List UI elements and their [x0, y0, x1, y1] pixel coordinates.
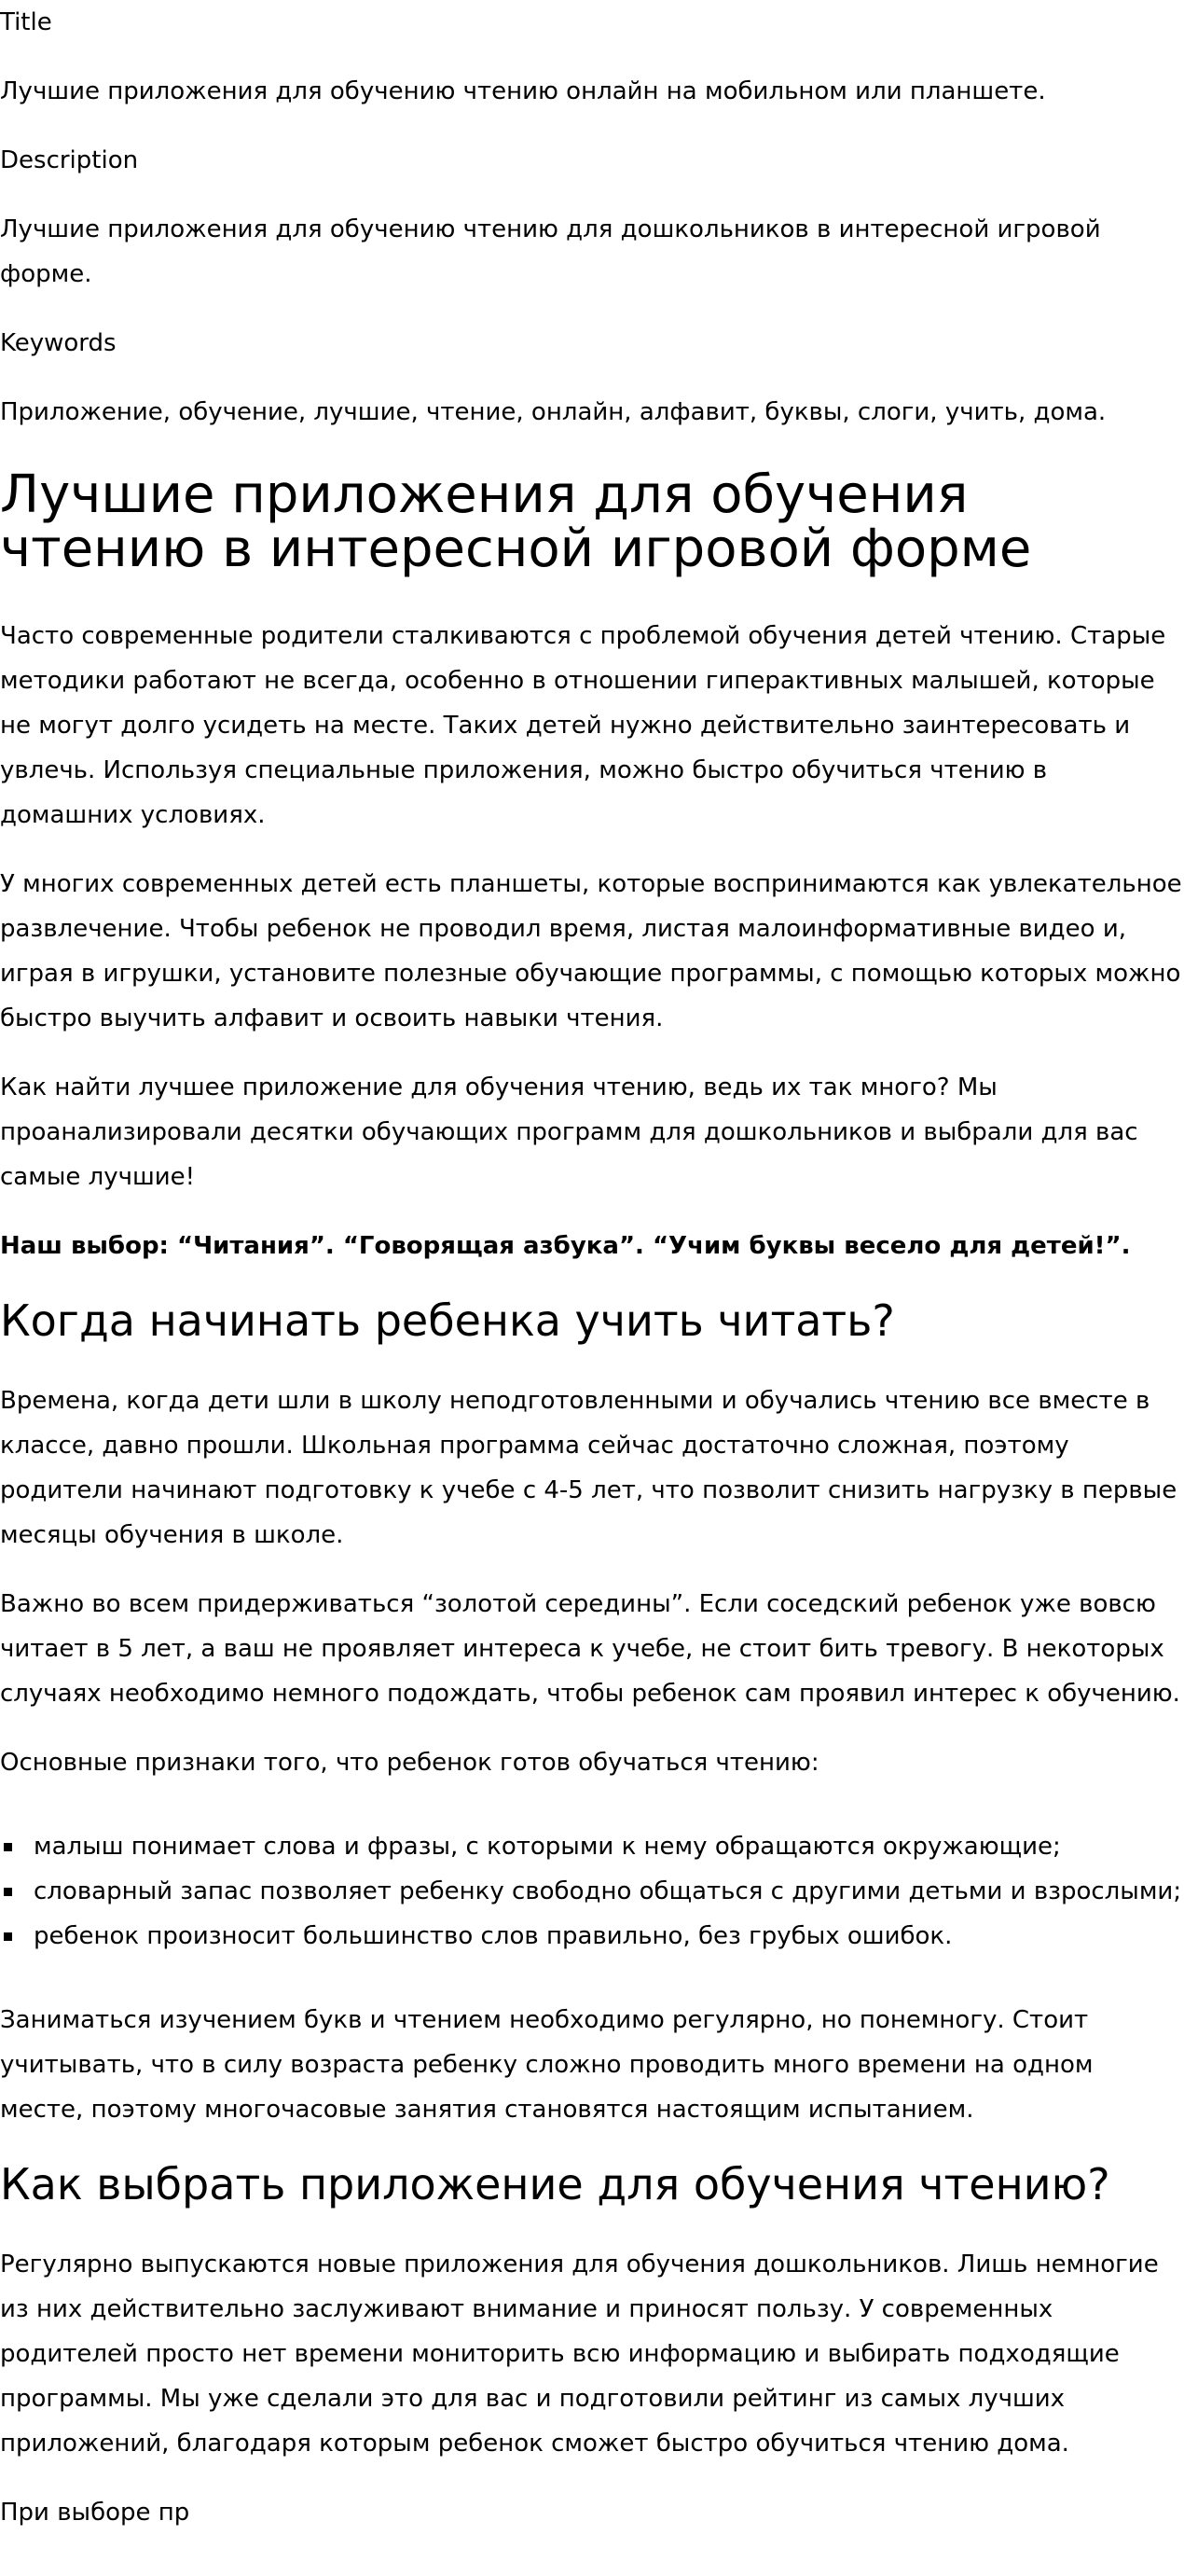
- list-item-text: малыш понимает слова и фразы, с которыми к нему обращаются окружающие;: [34, 1833, 1061, 1861]
- section-choose-paragraph: Регулярно выпускаются новые приложения для обучения дошкольников. Лишь немногие из них действительно заслуживают внимание и приносят пользу. У современных родителей просто нет времени мониторить всю информацию и выбирать подходящие программы. Мы уже сделали это для вас и подготовили рейтинг из самых лучших приложений, благодаря которым ребенок сможет быстро обучиться чтению дома.: [0, 2251, 1159, 2458]
- meta-title-label: Title: [0, 8, 52, 36]
- intro-paragraph-1: Часто современные родители сталкиваются с проблемой обучения детей чтению. Старые методики работают не всегда, особенно в отношении гиперактивных малышей, которые не могут долго усидеть на месте. Таких детей нужно действительно заинтересовать и увлечь. Используя специальные приложения, можно быстро обучиться чтению в домашних условиях.: [0, 622, 1166, 829]
- meta-description-value: Лучшие приложения для обучению чтению для дошкольников в интересной игровой форме.: [0, 215, 1101, 288]
- section-choose-truncated: При выборе пр: [0, 2499, 190, 2527]
- meta-keywords-label: Keywords: [0, 329, 117, 357]
- readiness-signs-list: [0, 1824, 1184, 1959]
- article-heading: Лучшие приложения для обучения чтению в интересной игровой форме: [0, 464, 1032, 579]
- meta-keywords-value: Приложение, обучение, лучшие, чтение, онлайн, алфавит, буквы, слоги, учить, дома.: [0, 398, 1107, 426]
- meta-description-label: Description: [0, 146, 139, 174]
- list-item-text: ребенок произносит большинство слов правильно, без грубых ошибок.: [34, 1922, 953, 1950]
- list-item: [0, 1869, 1184, 1914]
- section-when-paragraph-2: Важно во всем придерживаться “золотой середины”. Если соседский ребенок уже вовсю читает в 5 лет, а ваш не проявляет интереса к учебе, не стоит бить тревогу. В некоторых случаях необходимо немного подождать, чтобы ребенок сам проявил интерес к обучению.: [0, 1590, 1180, 1708]
- section-choose-heading: Как выбрать приложение для обучения чтению?: [0, 2159, 1110, 2209]
- list-item: [0, 1824, 1184, 1869]
- section-when-after-list: Заниматься изучением букв и чтением необходимо регулярно, но понемногу. Стоит учитывать, что в силу возраста ребенку сложно проводить много времени на одном месте, поэтому многочасовые занятия становятся настоящим испытанием.: [0, 2006, 1094, 2124]
- list-item: [0, 1914, 1184, 1959]
- section-when-paragraph-3: Основные признаки того, что ребенок готов обучаться чтению:: [0, 1749, 819, 1777]
- section-when-heading: Когда начинать ребенка учить читать?: [0, 1295, 895, 1346]
- intro-paragraph-3: Как найти лучшее приложение для обучения чтению, ведь их так много? Мы проанализировали десятки обучающих программ для дошкольников и выбрали для вас самые лучшие!: [0, 1073, 1138, 1191]
- square-bullet-icon: [4, 1843, 12, 1851]
- square-bullet-icon: [4, 1932, 12, 1941]
- list-item-text: словарный запас позволяет ребенку свободно общаться с другими детьми и взрослыми;: [34, 1877, 1182, 1905]
- meta-title-value: Лучшие приложения для обучению чтению онлайн на мобильном или планшете.: [0, 77, 1046, 105]
- section-when-paragraph-1: Времена, когда дети шли в школу неподготовленными и обучались чтению все вместе в классе, давно прошли. Школьная программа сейчас достаточно сложная, поэтому родители начинают подготовку к учебе с 4-5 лет, что позволит снизить нагрузку в первые месяцы обучения в школе.: [0, 1387, 1177, 1549]
- intro-paragraph-2: У многих современных детей есть планшеты, которые воспринимаются как увлекательное развлечение. Чтобы ребенок не проводил время, листая малоинформативные видео и, играя в игрушки, установите полезные обучающие программы, с помощью которых можно быстро выучить алфавит и освоить навыки чтения.: [0, 870, 1182, 1032]
- our-choice: Наш выбор: “Читания”. “Говорящая азбука”. “Учим буквы весело для детей!”.: [0, 1232, 1131, 1260]
- square-bullet-icon: [4, 1888, 12, 1896]
